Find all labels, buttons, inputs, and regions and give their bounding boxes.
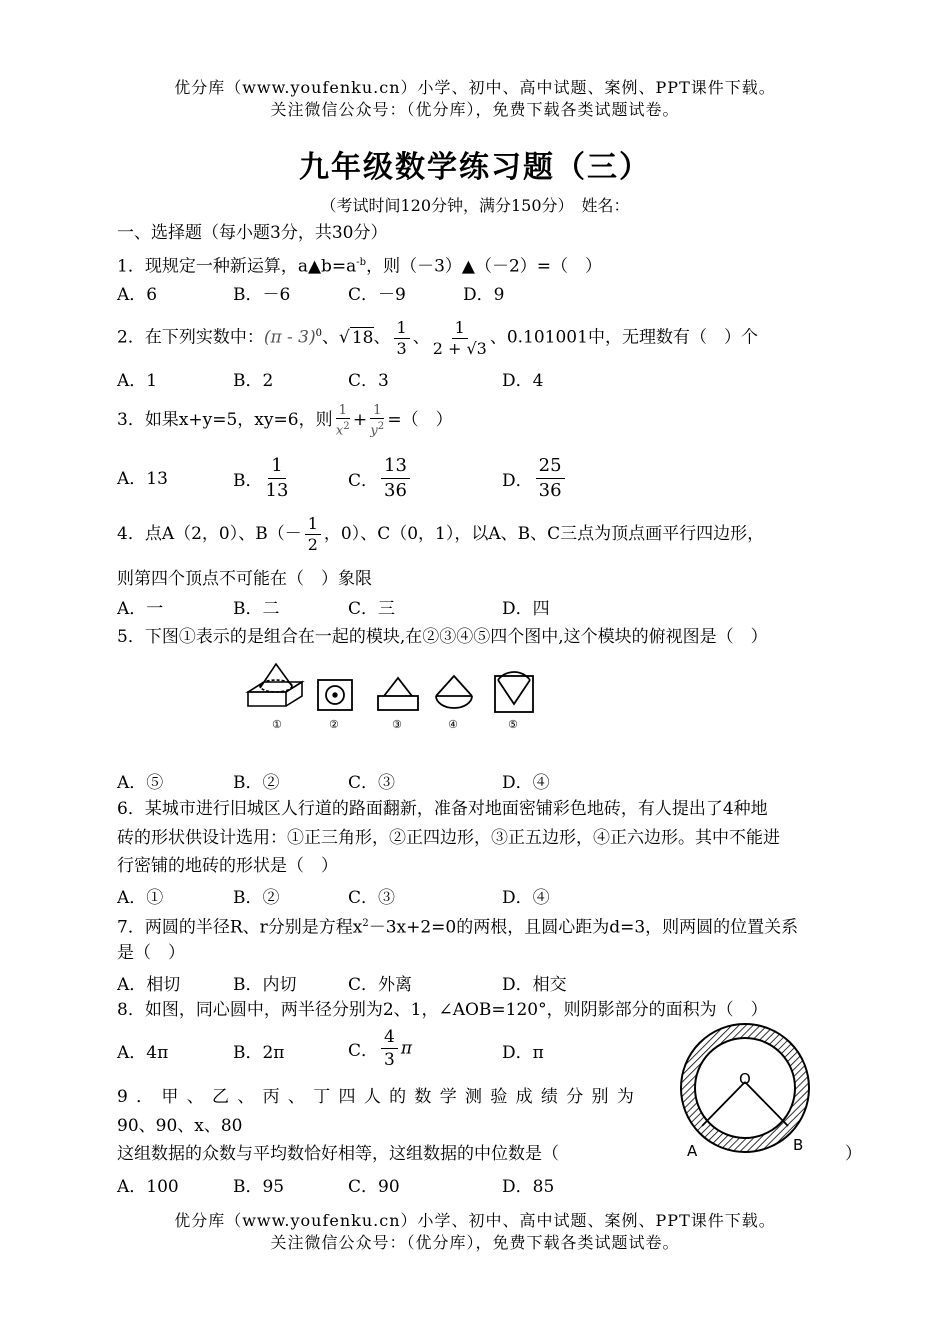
- q3-option-b[interactable]: B． $\frac{1}{13}$: [233, 455, 289, 501]
- question-8-options: [0, 1026, 660, 1076]
- q5-label-3: ③: [392, 718, 402, 731]
- q2-stem-tail: 、0.101001中，无理数有（ ）个: [489, 327, 758, 348]
- q2-option-b[interactable]: B．2: [233, 371, 274, 391]
- footer-line-2: 关注微信公众号：（优分库），免费下载各类试题试卷。: [270, 1233, 680, 1252]
- q7-option-c[interactable]: C．外离: [348, 975, 413, 995]
- question-8-stem: 8．如图，同心圆中，两半径分别为2、1，∠AOB=120°，则阴影部分的面积为（ ）: [117, 1000, 768, 1020]
- q2-expr-exponent: 0: [315, 328, 323, 339]
- q8-option-c[interactable]: C． $\frac{4}{3}$ π: [348, 1027, 413, 1070]
- q4-option-a[interactable]: A．一: [117, 599, 164, 619]
- q5-label-4: ④: [448, 718, 458, 731]
- question-4-stem: [117, 512, 764, 556]
- q1-stem: 1．现规定一种新运算，a▲b=a: [117, 256, 357, 277]
- q4-stem-pre: 4．点A（2，0）、B（－: [117, 524, 302, 544]
- exam-subtitle: （考试时间120分钟，满分150分） 姓名：: [320, 196, 630, 215]
- q4-option-d[interactable]: D．四: [502, 599, 550, 619]
- q4-option-c[interactable]: C．三: [348, 599, 396, 619]
- q8-label-b: B: [793, 1136, 804, 1154]
- question-1-options: [0, 280, 950, 306]
- q5-label-2: ②: [329, 718, 339, 731]
- q5-fig-3-view: [378, 678, 418, 710]
- q5-label-1: ①: [272, 718, 282, 731]
- question-3-options: [0, 454, 950, 504]
- q3-plus: +: [352, 410, 368, 430]
- q1-option-c[interactable]: C．－9: [348, 285, 406, 305]
- question-3-stem: [117, 398, 453, 442]
- q2-stem-pre: 2．在下列实数中：: [117, 327, 264, 348]
- q5-label-5: ⑤: [508, 718, 518, 731]
- q2-expr-pi: (π - 3): [263, 327, 316, 348]
- q1-stem-tail: ，则（－3）▲（－2）=（ ）: [366, 256, 603, 277]
- question-2-stem: [117, 312, 758, 360]
- question-9-line-3: 这组数据的众数与平均数恰好相等，这组数据的中位数是（: [117, 1144, 559, 1164]
- q6-option-c[interactable]: C．③: [348, 888, 396, 908]
- q2-frac-2: $\frac{1}{2 + √3}$: [432, 317, 487, 358]
- q5-fig-1-module: [248, 664, 302, 706]
- question-9-line-2: 90、90、x、80: [117, 1116, 243, 1136]
- q3-stem-pre: 3．如果x+y=5，xy=6，则: [117, 410, 333, 430]
- q8-radius-oa: [702, 1082, 745, 1126]
- q8-concentric-circles-figure: [675, 1018, 815, 1158]
- q9-option-d[interactable]: D．85: [502, 1177, 555, 1197]
- question-9-line-1: 9．甲、乙、丙、丁四人的数学测验成绩分别为: [117, 1087, 643, 1107]
- q2-sep-3: 、: [412, 327, 430, 348]
- q5-option-b[interactable]: B．②: [233, 773, 280, 793]
- q5-option-a[interactable]: A．⑤: [117, 773, 164, 793]
- q5-fig-5-view: [495, 672, 533, 712]
- q8-option-b[interactable]: B．2π: [233, 1043, 285, 1063]
- q9-option-c[interactable]: C．90: [348, 1177, 400, 1197]
- q7-line1-pre: 7．两圆的半径R、r分别是方程x: [117, 917, 363, 938]
- q4-frac-half: $\frac{1}{2}$: [305, 514, 321, 555]
- q3-stem-tail: =（ ）: [387, 410, 453, 430]
- q8-option-a[interactable]: A．4π: [117, 1043, 169, 1063]
- q5-fig-2-top-view: [318, 680, 352, 710]
- q6-option-d[interactable]: D．④: [502, 888, 550, 908]
- question-2-options: [0, 366, 950, 392]
- q2-option-d[interactable]: D．4: [502, 371, 544, 391]
- q9-option-b[interactable]: B．95: [233, 1177, 285, 1197]
- question-6-line-1: 6．某城市进行旧城区人行道的路面翻新，准备对地面密铺彩色地砖，有人提出了4种地: [117, 799, 768, 819]
- question-6-line-2: 砖的形状供设计选用：①正三角形，②正四边形，③正五边形，④正六边形。其中不能进: [117, 828, 780, 848]
- q3-frac-x: $\frac{1}{x^2}$: [335, 402, 350, 439]
- question-7-line-2: 是（ ）: [117, 943, 185, 963]
- q2-option-a[interactable]: A．1: [117, 371, 158, 391]
- q9-option-a[interactable]: A．100: [117, 1177, 179, 1197]
- q8-option-d[interactable]: D．π: [502, 1043, 544, 1063]
- q7-option-d[interactable]: D．相交: [502, 975, 567, 995]
- question-7-options: [0, 970, 950, 996]
- q5-option-d[interactable]: D．④: [502, 773, 550, 793]
- q8-inner-circle: [695, 1038, 795, 1138]
- q5-option-c[interactable]: C．③: [348, 773, 396, 793]
- header-line-1: 优分库（www.youfenku.cn）小学、初中、高中试题、案例、PPT课件下载。: [174, 78, 776, 97]
- q1-option-a[interactable]: A．6: [117, 285, 158, 305]
- q8-outer-circle: [681, 1024, 809, 1152]
- q7-option-b[interactable]: B．内切: [233, 975, 297, 995]
- q2-frac-1: $\frac{1}{3}$: [394, 318, 410, 359]
- q2-sqrt-sign: √: [339, 327, 350, 348]
- q5-figure: [240, 660, 560, 740]
- question-6-options: [0, 883, 950, 909]
- q5-fig-4-view: [436, 676, 472, 708]
- q6-option-a[interactable]: A．①: [117, 888, 164, 908]
- q3-option-d[interactable]: D． $\frac{25}{36}$: [502, 454, 568, 503]
- q3-option-a[interactable]: A．13: [117, 469, 168, 489]
- q2-sqrt-18: 18: [351, 327, 374, 348]
- question-1-stem: [117, 250, 602, 280]
- q7-option-a[interactable]: A．相切: [117, 975, 181, 995]
- q8-label-o: O: [739, 1070, 751, 1088]
- q3-frac-y: $\frac{1}{y^2}$: [370, 402, 385, 439]
- q3-option-c[interactable]: C． $\frac{13}{36}$: [348, 454, 413, 503]
- q8-radius-ob: [745, 1082, 788, 1126]
- q7-line1-tail: －3x+2=0的两根，且圆心距为d=3，则两圆的位置关系: [368, 917, 799, 938]
- q1-option-d[interactable]: D．9: [463, 285, 505, 305]
- question-9-close-paren: ）: [845, 1144, 862, 1164]
- question-5-options: [0, 768, 950, 794]
- q1-option-b[interactable]: B．－6: [233, 285, 291, 305]
- q7-sup: 2: [362, 918, 369, 929]
- q1-exponent: -b: [356, 257, 367, 268]
- q2-option-c[interactable]: C．3: [348, 371, 389, 391]
- section-heading: 一、选择题（每小题3分，共30分）: [117, 223, 388, 243]
- question-6-line-3: 行密铺的地砖的形状是（ ）: [117, 856, 338, 876]
- question-9-options: [0, 1172, 950, 1198]
- q4-option-b[interactable]: B．二: [233, 599, 280, 619]
- q8-label-a: A: [687, 1142, 698, 1160]
- q2-sep-1: 、: [322, 327, 340, 348]
- q4-stem-tail: ，0）、C（0，1），以A、B、C三点为顶点画平行四边形，: [323, 524, 765, 544]
- q6-option-b[interactable]: B．②: [233, 888, 280, 908]
- q2-sep-2: 、: [373, 327, 391, 348]
- question-4-line-2: 则第四个顶点不可能在（ ）象限: [117, 569, 372, 589]
- header-line-2: 关注微信公众号：（优分库），免费下载各类试题试卷。: [270, 100, 680, 119]
- question-7-line-1: [117, 911, 798, 941]
- question-4-options: [0, 594, 950, 620]
- footer-line-1: 优分库（www.youfenku.cn）小学、初中、高中试题、案例、PPT课件下载。: [174, 1211, 776, 1230]
- question-5-stem: 5．下图①表示的是组合在一起的模块,在②③④⑤四个图中,这个模块的俯视图是（ ）: [117, 627, 768, 647]
- page-title: 九年级数学练习题（三）: [299, 150, 651, 185]
